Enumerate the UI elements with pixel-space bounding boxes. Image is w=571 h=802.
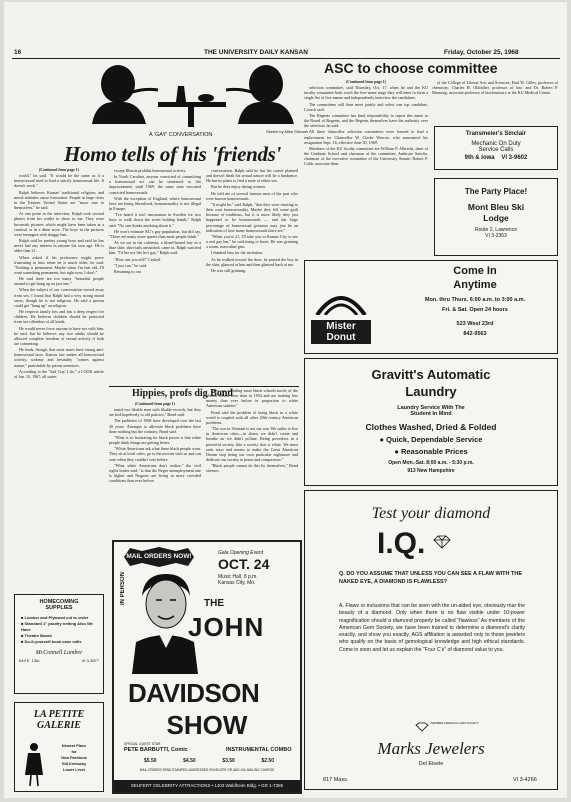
mont-bleu-line2: Mont Bleu Ski [467, 202, 525, 212]
gay-conversation-sketch [66, 62, 318, 128]
article-paragraph: He was still grinning. [211, 267, 247, 273]
article-paragraph: world," he said. "It would be the same as if a heterosexual tried to lead a strictly homosexual life. It doesn't work." [14, 173, 104, 189]
gravitt-laundry-ad: Gravitt's Automatic Laundry Laundry Service With The Student In Mind Clothes Washed, Dried & Folded ● Quick, Dependable Service ● Reasonable Prices Open Mon.-Sat. 8:00 a.m. - 5:30 p.m. 913 New Hampshire [304, 358, 558, 486]
hippies-column-2 [206, 388, 298, 536]
guest-name: PETE BARBUTTI, Comic [124, 747, 188, 753]
asc-column-1 [304, 80, 428, 256]
mister-donut-ad [304, 260, 558, 354]
issue-date: Friday, October 25, 1968 [444, 49, 519, 56]
transmeier-phone: VI 3-9602 [501, 155, 528, 161]
article-paragraph: "What is so frustrating for black power is that white people think things are getting better. [109, 434, 201, 446]
transmeier-ad [434, 126, 558, 170]
homecoming-item: ■ Lumber and Plywood cut to order [21, 615, 89, 620]
venue-line-2: Kansas City, Mo. [218, 580, 256, 586]
hippies-headline: Hippies, profs dig Bond [132, 388, 233, 399]
galerie-figure-icon [23, 741, 45, 792]
gravitt-hours: Open Mon.-Sat. 8:00 a.m. - 5:30 p.m. [388, 460, 474, 466]
price-4: $2.50 [261, 758, 274, 764]
ags-member: MEMBER AMERICAN GEM SOCIETY [431, 721, 479, 725]
continued-note: (Continued from page 1) [39, 168, 79, 172]
article-paragraph: "The war in Vietnam is not our war. We suffer to live in American cities—in slums we didn't create and breathe air we didn't pollute. Being powerless in a powerful society, like a society that is white. We must seek ways and means to make the Great American Dream stop being our own particular nightmare and dedicate our society to peace and compassion." [206, 426, 298, 463]
combo-label: INSTRUMENTAL COMBO [226, 747, 292, 753]
article-paragraph: except Illinois prohibit homosexual activity. [114, 168, 187, 173]
article-paragraph: He respects family ties and has a deep respect for children. He believes children should be protected from sex offenders of all kinds. [14, 309, 104, 325]
mont-bleu-phone: VI 3-2363 [485, 233, 507, 239]
article-paragraph: nated two likable men with likable records, but they are tied hopelessly to old policies," Bond said. [109, 407, 201, 418]
marks-name: Marks Jewelers [377, 739, 485, 758]
article-paragraph: "I've heard it isn't uncommon in Sweden for two boys to walk down the street holding hands," Ralph said. "No one thinks anything about it." [109, 212, 201, 228]
mont-bleu-ad [434, 178, 558, 256]
article-paragraph: "White Americans ask what these black people want. They sit at local cafes, go to the movies with us and can vote when they couldn't vote before. [109, 446, 201, 462]
article-paragraph: I thanked him for the invitation. [211, 250, 264, 256]
gala-label: Gala Opening Event [218, 550, 264, 556]
donut-subtitle: Anytime [453, 279, 497, 291]
article-paragraph: He would never force anyone to have sex with him, he said, but he believes any two adults should be allowed complete freedom of sexual activity if both are consenting. [14, 325, 104, 346]
galerie-notes: Newest Place for New Fashions 918 Kentucky Lower Level [61, 744, 87, 772]
article-paragraph: He told me of several famous men of the past who were known homosexuals. [206, 190, 298, 201]
price-2: $4.50 [183, 758, 196, 764]
homo-column-3 [206, 168, 298, 388]
donut-hours-2: Fri. & Sat. Open 24 hours [442, 307, 508, 313]
la-petite-galerie-ad [14, 702, 104, 792]
article-paragraph: In North Carolina, anyone convicted of committing a homosexual act can be sentenced to life imprisonment; until 1969, the same state executed convicted homosexuals. [109, 174, 201, 195]
name-line-1: JOHN [188, 612, 265, 642]
article-paragraph: According to the "Sad 'Gay' Life," a LOOK article of Jan. 10, 1967, all states [14, 368, 104, 379]
article-paragraph: He won't estimate KU's gay population, but did say, "There are many more queers than most people think." [109, 228, 201, 239]
sketch-caption: A 'GAY' CONVERSATION [149, 132, 213, 138]
guest-label: SPECIAL GUEST STAR [124, 742, 161, 746]
article-paragraph: Members of the KU faculty committee are William P. Albrecht, dean of the Graduate School and chairman of the committee; Ambrose Saricks, chairman of the executive committee of the University Senate; Robert P. Cobb, associate dean [304, 145, 428, 167]
article-paragraph: He said there are too many "beautiful people around to get hung up on just one." [14, 276, 104, 287]
article-paragraph: With the exception of England, where homosexual laws are being liberalized, homosexuality is not illegal in Europe. [109, 195, 201, 212]
in-person-label: IN PERSON [120, 572, 126, 606]
sketch-credit: Sketch by Mike Shearer [266, 129, 309, 134]
marks-headline: Test your diamond [371, 505, 491, 522]
article-paragraph: He finds, though, that most states have strong anti-homosexual laws. Kansas law makes all homosexual activity, sodomy and bestiality "crimes against nature," punishable by prison sentences. [14, 347, 104, 368]
show-label: SHOW [166, 710, 248, 740]
newspaper-page [4, 2, 567, 798]
article-paragraph: But he does enjoy dating women. [211, 184, 266, 190]
price-3: $3.50 [222, 758, 235, 764]
article-paragraph: selection committee, said Thursday, Oct. 17, when he and the KU faculty committee both reach the five-name stage they will meet to form a single list of five names and independently interview the candidates. [304, 85, 428, 101]
asc-headline: ASC to choose committee [324, 60, 498, 76]
price-1: $5.50 [144, 758, 157, 764]
gravitt-title-2: Laundry [405, 384, 457, 399]
name-line-2: DAVIDSON [128, 678, 260, 708]
homecoming-phone: VI 3-3877 [81, 658, 99, 663]
mont-bleu-address: Route 2, Lawrence [475, 227, 517, 233]
homecoming-title-1: HOMECOMING [39, 599, 79, 605]
homecoming-store: McConnell Lumber [35, 650, 83, 656]
gravitt-tagline-2: Student In Mind [410, 411, 452, 417]
gravitt-service: Clothes Washed, Dried & Folded [365, 422, 497, 432]
gravitt-title-1: Gravitt's Automatic [371, 367, 491, 382]
homo-headline: Homo tells of his 'friends' [64, 142, 282, 166]
mister-donut-logo [311, 291, 371, 349]
article-paragraph: "Black people cannot do this by themselves," Bond stresses. [206, 463, 298, 474]
article-paragraph: They are attending more black schools north; of the Mason Dixon Line than in 1954 and are making less money than ever before in proportion to white American salaries." [206, 388, 298, 409]
page-number: 16 [14, 49, 22, 56]
article-paragraph: Returning to our [114, 268, 142, 274]
the-label: THE [204, 598, 224, 609]
show-date: OCT. 24 [218, 556, 270, 572]
article-paragraph: "How can you tell?" I asked. [114, 256, 161, 262]
asc-continued: (Continued from page 1) [346, 80, 386, 84]
article-paragraph: Bond said the problem of being black in a white world is coupled with all other 20th century American problems. [206, 409, 298, 425]
article-paragraph: The Regents committee has final responsibility to report this name to the Board of Regents, and the Regents themselves have the authority over the selection, he said. [304, 112, 428, 129]
galerie-line-2: GALERIE [37, 720, 81, 731]
article-paragraph: of the College of Liberal Arts and Sciences; Paul W. Gilles, professor of chemistry; Charles H. Oldfather, professor of law; and Dr. Robert P. Manning, associate professor of biochemistry at the KU Medical Center. [432, 80, 558, 96]
article-paragraph: Ralph said he prefers young boys and said he has never had any interest in anyone his own age. He is older than 21. [14, 238, 104, 254]
marks-question: Q. DO YOU ASSUME THAT UNLESS YOU CAN SEE A FLAW WITH THE NAKED EYE, A DIAMOND IS FLAWLESS? [339, 571, 523, 585]
mail-instructions: MAIL ORDERS SEND STAMPED-ADDRESSED ENVELOPE OR ADD 10¢ MAILING CHARGE [139, 768, 275, 772]
galerie-line-1: LA PETITE [33, 709, 85, 720]
homecoming-item: ■ Standard 1" poultry netting Also We Have [21, 621, 93, 632]
gravitt-bullet-2: Reasonable Prices [400, 447, 468, 456]
article-paragraph: When asked if his preference might prove frustrating to him when he is much older, he said: "Nothing is permanent. Maybe when I'm that old, I'll want something permanent, but right now, I don't." [14, 254, 104, 275]
donut-hours-1: Mon. thru Thurs. 6:00 a.m. to 3:00 a.m. [424, 297, 526, 303]
mont-bleu-line1: The Party Place! [464, 187, 528, 196]
transmeier-line2: Service Calls [478, 147, 514, 153]
article-paragraph: "What white Americans don't realize," the civil rights leader said, "is that the Negro unemployment rate is higher and Negroes are living in more crowded conditions than ever before. [109, 462, 201, 484]
donut-logo-line1: Mister [326, 321, 356, 332]
article-paragraph: Ralph believes Kansas' traditional religious and moral attitudes cause frustration. People in large cities in the Eastern United States are "more true to themselves," he said. [14, 189, 104, 211]
marks-owner: Del Eisele [418, 761, 444, 767]
transmeier-line1: Mechanic On Duty [471, 141, 521, 147]
article-paragraph: The committees will then meet jointly and select one top candidate, Crouch said. [304, 101, 428, 112]
donut-logo-line2: Donut [326, 332, 356, 343]
hippies-column-1 [109, 402, 201, 536]
donut-phone: 842-9563 [463, 331, 487, 337]
article-paragraph: As we sat in the cafeteria, a blond-haired boy in a blue shirt, shirt-tails unstacked, came in. Ralph watched him. "I'd bet my life he's gay," Ralph said. [109, 240, 201, 256]
transmeier-address: 9th & Iowa [464, 155, 495, 161]
homo-column-1 [14, 168, 104, 590]
venue-line-1: Music Hall, 8 p.m. [218, 574, 258, 580]
article-paragraph: At one point in the interview, Ralph took several photos from his wallet to show to me. They were brownish pictures which might have been taken at a carnival or in a dime store. The boys in the pictures were teenagers with shaggy hair. [14, 211, 104, 237]
article-paragraph: The problems of 1968 have developed over the last 20 years. Attempts to alleviate black problems have done nothing but the contrary, Bond said. [109, 418, 201, 434]
mont-bleu-line3: Lodge [483, 213, 509, 223]
homecoming-item: ■ Do-it-yourself book case mills [21, 639, 82, 644]
homo-column-2 [109, 168, 201, 373]
hippies-continued: (Continued from page 1) [135, 402, 175, 406]
gravitt-tagline-1: Laundry Service With The [397, 405, 465, 411]
donut-title: Come In [453, 265, 497, 277]
article-paragraph: When the subject of our conversation veered away from sex, I found that Ralph had a very strong moral sense, though he is not religious. He said a person could get "hung up" on religion. [14, 287, 104, 308]
article-paragraph: "When you're 21, I'll take you to Kansas City to see a real gay bar," he said rising to leave. He was grinning a warm, masculine grin. [206, 233, 298, 250]
marks-address: 817 Mass. [323, 777, 349, 783]
gravitt-bullet-1: Quick, Dependable Service [386, 435, 483, 444]
marks-iq: I.Q. [377, 527, 426, 560]
diamond-icon [433, 535, 451, 554]
donut-address: 523 West 23rd [456, 321, 494, 327]
article-paragraph: "I just can," he said. [114, 262, 147, 268]
ticket-prices [144, 758, 274, 764]
homecoming-item: ■ Theatre Board [21, 633, 52, 638]
ags-seal-icon [415, 719, 429, 737]
marks-answer: A. Flaws or inclusions that can be seen with the un-aided eye, obviously mar the beauty of a diamond. Only when there is no flaw visible under 10-power magnification should a diamond properly be called "flawless" As members of the American Gem Society, we have been trained to determine a diamond's clarity exactly, and show you exactly. AGS affiliation is awarded only to those jewelers who qualify on the basis of gemological knowledge and high ethical standards. Come in soon and let us explain the "Four C's" of diamond value to you. [339, 603, 525, 653]
marks-jewelers-ad [304, 490, 558, 790]
homecoming-address: 844 E. 13th [19, 658, 40, 663]
asc-column-2 [432, 80, 558, 124]
homecoming-title-2: SUPPLIES [45, 605, 73, 611]
promoter-footer: SEUFERT CELEBRITY ATTRACTIONS • 1403 Waldheim Bldg. • GR 1-7385 [114, 780, 300, 792]
marks-phone: VI 3-4266 [513, 777, 537, 783]
transmeier-name: Transmeier's Sinclair [465, 131, 527, 137]
homecoming-supplies-ad [14, 594, 104, 694]
john-davidson-show-ad [112, 540, 302, 794]
gravitt-address: 913 New Hampshire [407, 468, 455, 474]
mail-orders-burst [122, 546, 196, 568]
homecoming-items [21, 615, 99, 645]
mail-orders-banner: MAIL ORDERS NOW! [126, 553, 192, 560]
article-paragraph: All three chancellor selection committees were formed to find a replacement for Chancellor W. Clarke Wescoe, who announced his resignation Sept. 16, effective June 30, 1969. [304, 129, 428, 145]
article-paragraph: As he walked toward the door, he passed the boy in the shirt, glanced at him and then glanced back at me. [206, 256, 298, 267]
article-paragraph: "It might be," said Ralph, "that they were reacting to their own homosexuality. Maybe they felt some guilt because of traditions, but it is more likely they just happened to be homosexuals — and the large percentage of homosexual geniuses may just be an indication of how many homosexuals there are." [206, 201, 298, 233]
article-paragraph: conversation, Ralph said he has his career planned and doesn't think his sexual nature will be a hindrance. He has no plans to find a mate of either sex. [206, 168, 298, 184]
paper-name: THE UNIVERSITY DAILY KANSAN [204, 49, 308, 56]
